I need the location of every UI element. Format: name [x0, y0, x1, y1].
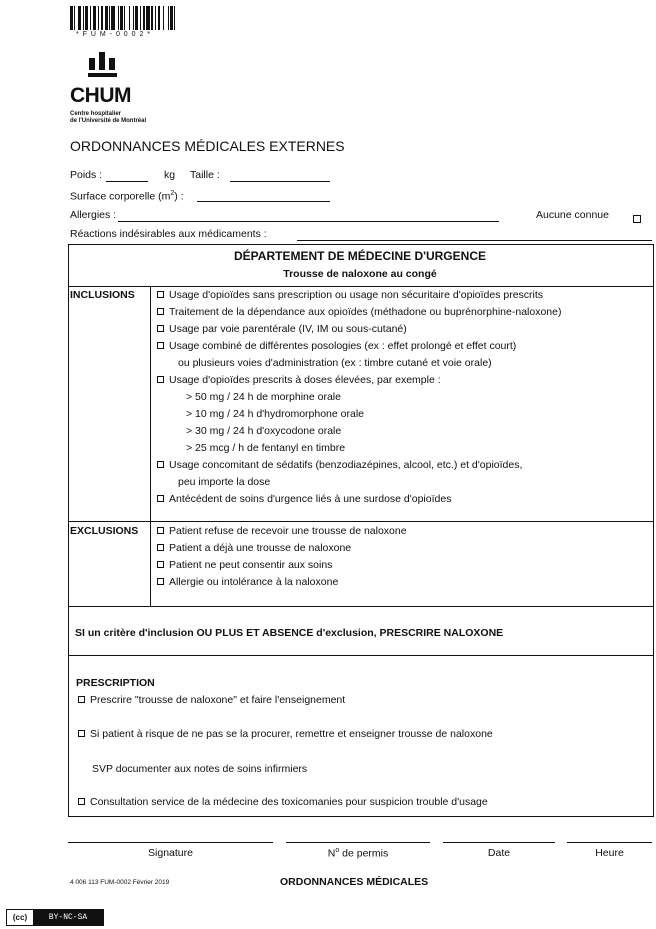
document-title: ORDONNANCES MÉDICALES EXTERNES [70, 138, 345, 154]
barcode-bar [124, 6, 125, 30]
exclusion-item [157, 560, 332, 571]
divider-after-exclusions [68, 606, 653, 607]
inclusion-item [186, 392, 341, 403]
kit-title: Trousse de naloxone au congé [283, 268, 437, 280]
logo-subtitle-2: de l'Université de Montréal [70, 118, 147, 124]
inclusion-item [178, 358, 492, 369]
permis-sup: o [335, 847, 340, 854]
footer-code: 4 006 113 FUM-0002 Février 2019 [70, 879, 170, 886]
prescription-heading: PRESCRIPTION [76, 677, 155, 689]
surface-label [70, 190, 184, 202]
inclusion-checkbox[interactable] [157, 461, 164, 468]
surface-text: Surface corporelle (m [70, 190, 171, 203]
surface-field[interactable] [197, 201, 330, 202]
inclusion-item-text: Usage d'opioïdes sans prescription ou usage non sécuritaire d'opioïdes prescrits [169, 289, 544, 301]
kg-label: kg [164, 169, 176, 181]
barcode-bar [120, 6, 123, 30]
logo-subtitle-1: Centre hospitalier [70, 111, 122, 117]
barcode-bar [85, 6, 88, 30]
criterion-text: SI un critère d'inclusion OU PLUS ET ABSENCE d'exclusion, PRESCRIRE NALOXONE [75, 627, 504, 639]
inclusion-item [157, 324, 407, 335]
cc-license-text: BY-NC-SA [33, 910, 103, 925]
barcode-bar [93, 6, 97, 30]
date-label: Date [487, 847, 511, 859]
inclusion-item-text: > 25 mcg / h de fentanyl en timbre [186, 442, 346, 454]
heure-line[interactable] [567, 842, 652, 843]
cc-license-badge [6, 909, 104, 926]
barcode-bar [129, 6, 130, 30]
inclusion-item-text: Usage combiné de différentes posologies (ex : effet prolongé et effet court) [169, 340, 517, 352]
permis-line[interactable] [286, 842, 430, 843]
inclusion-item [157, 494, 451, 505]
prescription-item-1 [78, 695, 345, 706]
poids-label: Poids : [70, 169, 103, 181]
logo-name: CHUM [70, 84, 131, 107]
inclusion-item-text: Usage par voie parentérale (IV, IM ou sous-cutané) [169, 323, 407, 335]
prescription-note: SVP documenter aux notes de soins infirmiers [92, 763, 308, 775]
barcode-bar [155, 6, 156, 30]
barcode-bar [143, 6, 146, 30]
barcode-bar [109, 6, 110, 30]
allergies-label: Allergies : [70, 209, 117, 221]
exclusion-item [157, 577, 338, 588]
barcode-bar [111, 6, 115, 30]
exclusion-checkbox[interactable] [157, 561, 164, 568]
inclusion-item-text: > 10 mg / 24 h d'hydromorphone orale [186, 408, 364, 420]
inclusion-checkbox[interactable] [157, 291, 164, 298]
inclusion-item-text: Traitement de la dépendance aux opioïdes (méthadone ou buprénorphine-naloxone) [169, 306, 562, 318]
inclusion-item [157, 307, 561, 318]
cc-icon: (cc) [7, 910, 33, 925]
poids-field[interactable] [106, 181, 148, 182]
barcode [70, 6, 210, 32]
inclusions-label: INCLUSIONS [70, 289, 135, 301]
reactions-label: Réactions indésirables aux médicaments : [70, 228, 267, 240]
barcode-bar [146, 6, 150, 30]
divider-after-header [68, 286, 653, 287]
surface-sup: 2 [170, 190, 175, 197]
barcode-bar [174, 6, 175, 30]
exclusion-item-text: Allergie ou intolérance à la naloxone [169, 576, 339, 588]
exclusion-checkbox[interactable] [157, 578, 164, 585]
exclusion-checkbox[interactable] [157, 544, 164, 551]
inclusion-item-text: > 30 mg / 24 h d'oxycodone orale [186, 425, 342, 437]
barcode-bar [118, 6, 119, 30]
exclusion-item-text: Patient ne peut consentir aux soins [169, 559, 333, 571]
barcode-bar [140, 6, 141, 30]
inclusion-item [157, 375, 441, 386]
exclusion-item-text: Patient a déjà une trousse de naloxone [169, 542, 352, 554]
barcode-bar [83, 6, 84, 30]
footer-title: ORDONNANCES MÉDICALES [280, 876, 429, 888]
divider-after-inclusions [68, 521, 653, 522]
exclusion-item [157, 543, 351, 554]
barcode-bar [133, 6, 134, 30]
barcode-bar [163, 6, 164, 30]
chum-logo-icon [88, 52, 120, 78]
prescription-checkbox-1[interactable] [78, 696, 85, 703]
inclusion-item [186, 426, 341, 437]
prescription-checkbox-2[interactable] [78, 730, 85, 737]
exclusions-label: EXCLUSIONS [70, 525, 139, 537]
reactions-field[interactable] [297, 240, 652, 241]
taille-field[interactable] [230, 181, 330, 182]
barcode-bar [168, 6, 169, 30]
inclusion-item-text: Usage concomitant de sédatifs (benzodiazépines, alcool, etc.) et d'opioïdes, [169, 459, 523, 471]
exclusion-item [157, 526, 407, 537]
barcode-bar [135, 6, 138, 30]
inclusion-item [157, 341, 516, 352]
barcode-bar [105, 6, 108, 30]
divider-after-criterion [68, 655, 653, 656]
heure-label: Heure [595, 847, 624, 859]
inclusion-item-text: Antécédent de soins d'urgence liés à une surdose d'opioïdes [169, 493, 452, 505]
allergies-field[interactable] [118, 221, 499, 222]
inclusion-checkbox[interactable] [157, 308, 164, 315]
permis-label [286, 847, 430, 859]
inclusion-item [178, 477, 270, 488]
label-column-divider [150, 286, 151, 606]
barcode-bar [170, 6, 173, 30]
exclusion-item-text: Patient refuse de recevoir une trousse de naloxone [169, 525, 407, 537]
inclusion-checkbox[interactable] [157, 376, 164, 383]
inclusion-item [186, 409, 364, 420]
aucune-label: Aucune connue [536, 209, 609, 221]
barcode-bar [98, 6, 99, 30]
prescription-item-2-text: Si patient à risque de ne pas se la procurer, remettre et enseigner trousse de naloxone [90, 728, 493, 740]
prescription-item-2 [78, 729, 493, 740]
barcode-bar [70, 6, 73, 30]
barcode-text: * F U M - 0 0 0 2 * [76, 31, 152, 38]
inclusion-item [157, 290, 543, 301]
barcode-bar [158, 6, 161, 30]
inclusion-item-text: > 50 mg / 24 h de morphine orale [186, 391, 341, 403]
exclusion-checkbox[interactable] [157, 527, 164, 534]
prescription-item-3 [78, 797, 488, 808]
inclusion-item [186, 443, 345, 454]
inclusion-item-text: ou plusieurs voies d'administration (ex : timbre cutané et voie orale) [178, 357, 492, 369]
prescription-checkbox-3[interactable] [78, 798, 85, 805]
aucune-checkbox[interactable] [633, 215, 641, 223]
barcode-bar [74, 6, 75, 30]
inclusion-checkbox[interactable] [157, 325, 164, 332]
surface-tail: ) : [174, 190, 184, 203]
inclusion-checkbox[interactable] [157, 495, 164, 502]
prescription-item-3-text: Consultation service de la médecine des toxicomanies pour suspicion trouble d'usage [90, 796, 488, 808]
permis-suffix: de permis [339, 847, 389, 860]
inclusion-item [157, 460, 522, 471]
permis-prefix: N [327, 847, 336, 860]
barcode-bar [78, 6, 82, 30]
signature-line[interactable] [68, 842, 273, 843]
inclusion-checkbox[interactable] [157, 342, 164, 349]
barcode-bar [101, 6, 102, 30]
taille-label: Taille : [190, 169, 220, 181]
barcode-bar [90, 6, 91, 30]
department-title: DÉPARTEMENT DE MÉDECINE D'URGENCE [234, 249, 486, 263]
signature-label: Signature [148, 847, 193, 859]
inclusion-item-text: Usage d'opioïdes prescrits à doses élevées, par exemple : [169, 374, 441, 386]
barcode-bar [151, 6, 152, 30]
prescription-item-1-text: Prescrire "trousse de naloxone" et faire l'enseignement [90, 694, 346, 706]
inclusion-item-text: peu importe la dose [178, 476, 271, 488]
date-line[interactable] [443, 842, 555, 843]
